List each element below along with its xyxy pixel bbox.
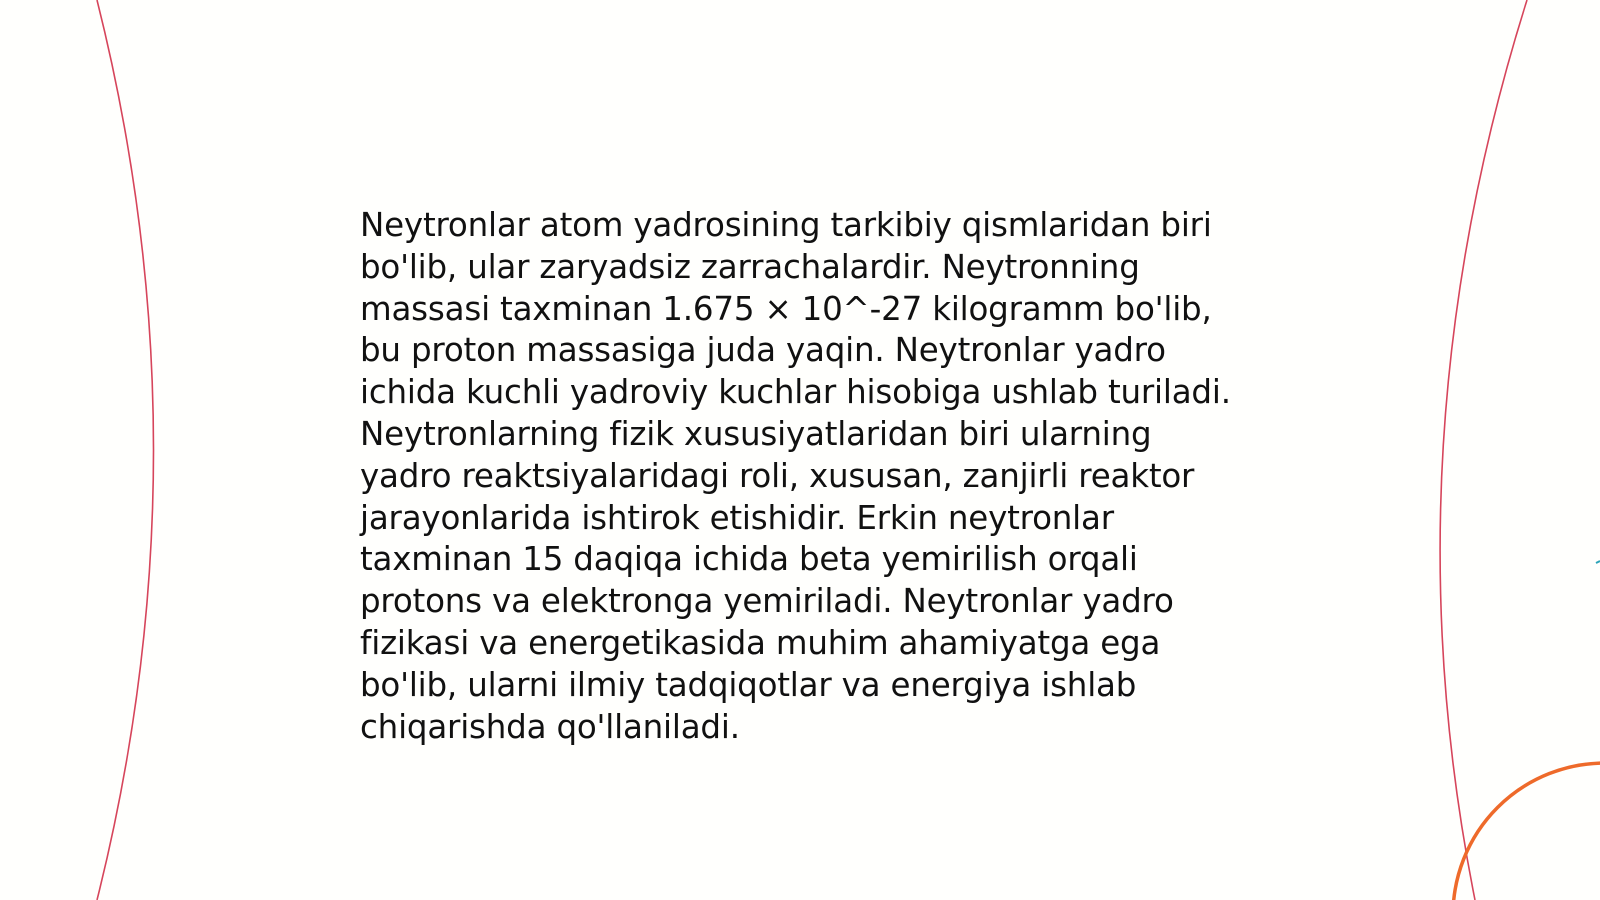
teal-accent-mark <box>1596 561 1600 563</box>
right-arc-line <box>1440 0 1527 900</box>
body-paragraph: Neytronlar atom yadrosining tarkibiy qismlaridan biri bo'lib, ular zaryadsiz zarrachalardir. Neytronning massasi taxminan 1.675 × 10^-27 kilogramm bo'lib, bu proton massasiga juda yaqin. Neytronlar yadro ichida kuchli yadroviy kuchlar hisobiga ushlab turiladi. Neytronlarning fizik xususiyatlaridan biri ularning yadro reaktsiyalaridagi roli, xususan, zanjirli reaktor jarayonlarida ishtirok etishidir. Erkin neytronlar taxminan 15 daqiqa ichida beta yemirilish orqali protons va elektronga yemiriladi. Neytronlar yadro fizikasi va energetikasida muhim ahamiyatga ega bo'lib, ularni ilmiy tadqiqotlar va energiya ishlab chiqarishda qo'llaniladi. <box>360 206 1231 746</box>
orange-accent-arc <box>1453 763 1600 900</box>
left-arc-line <box>97 0 154 900</box>
